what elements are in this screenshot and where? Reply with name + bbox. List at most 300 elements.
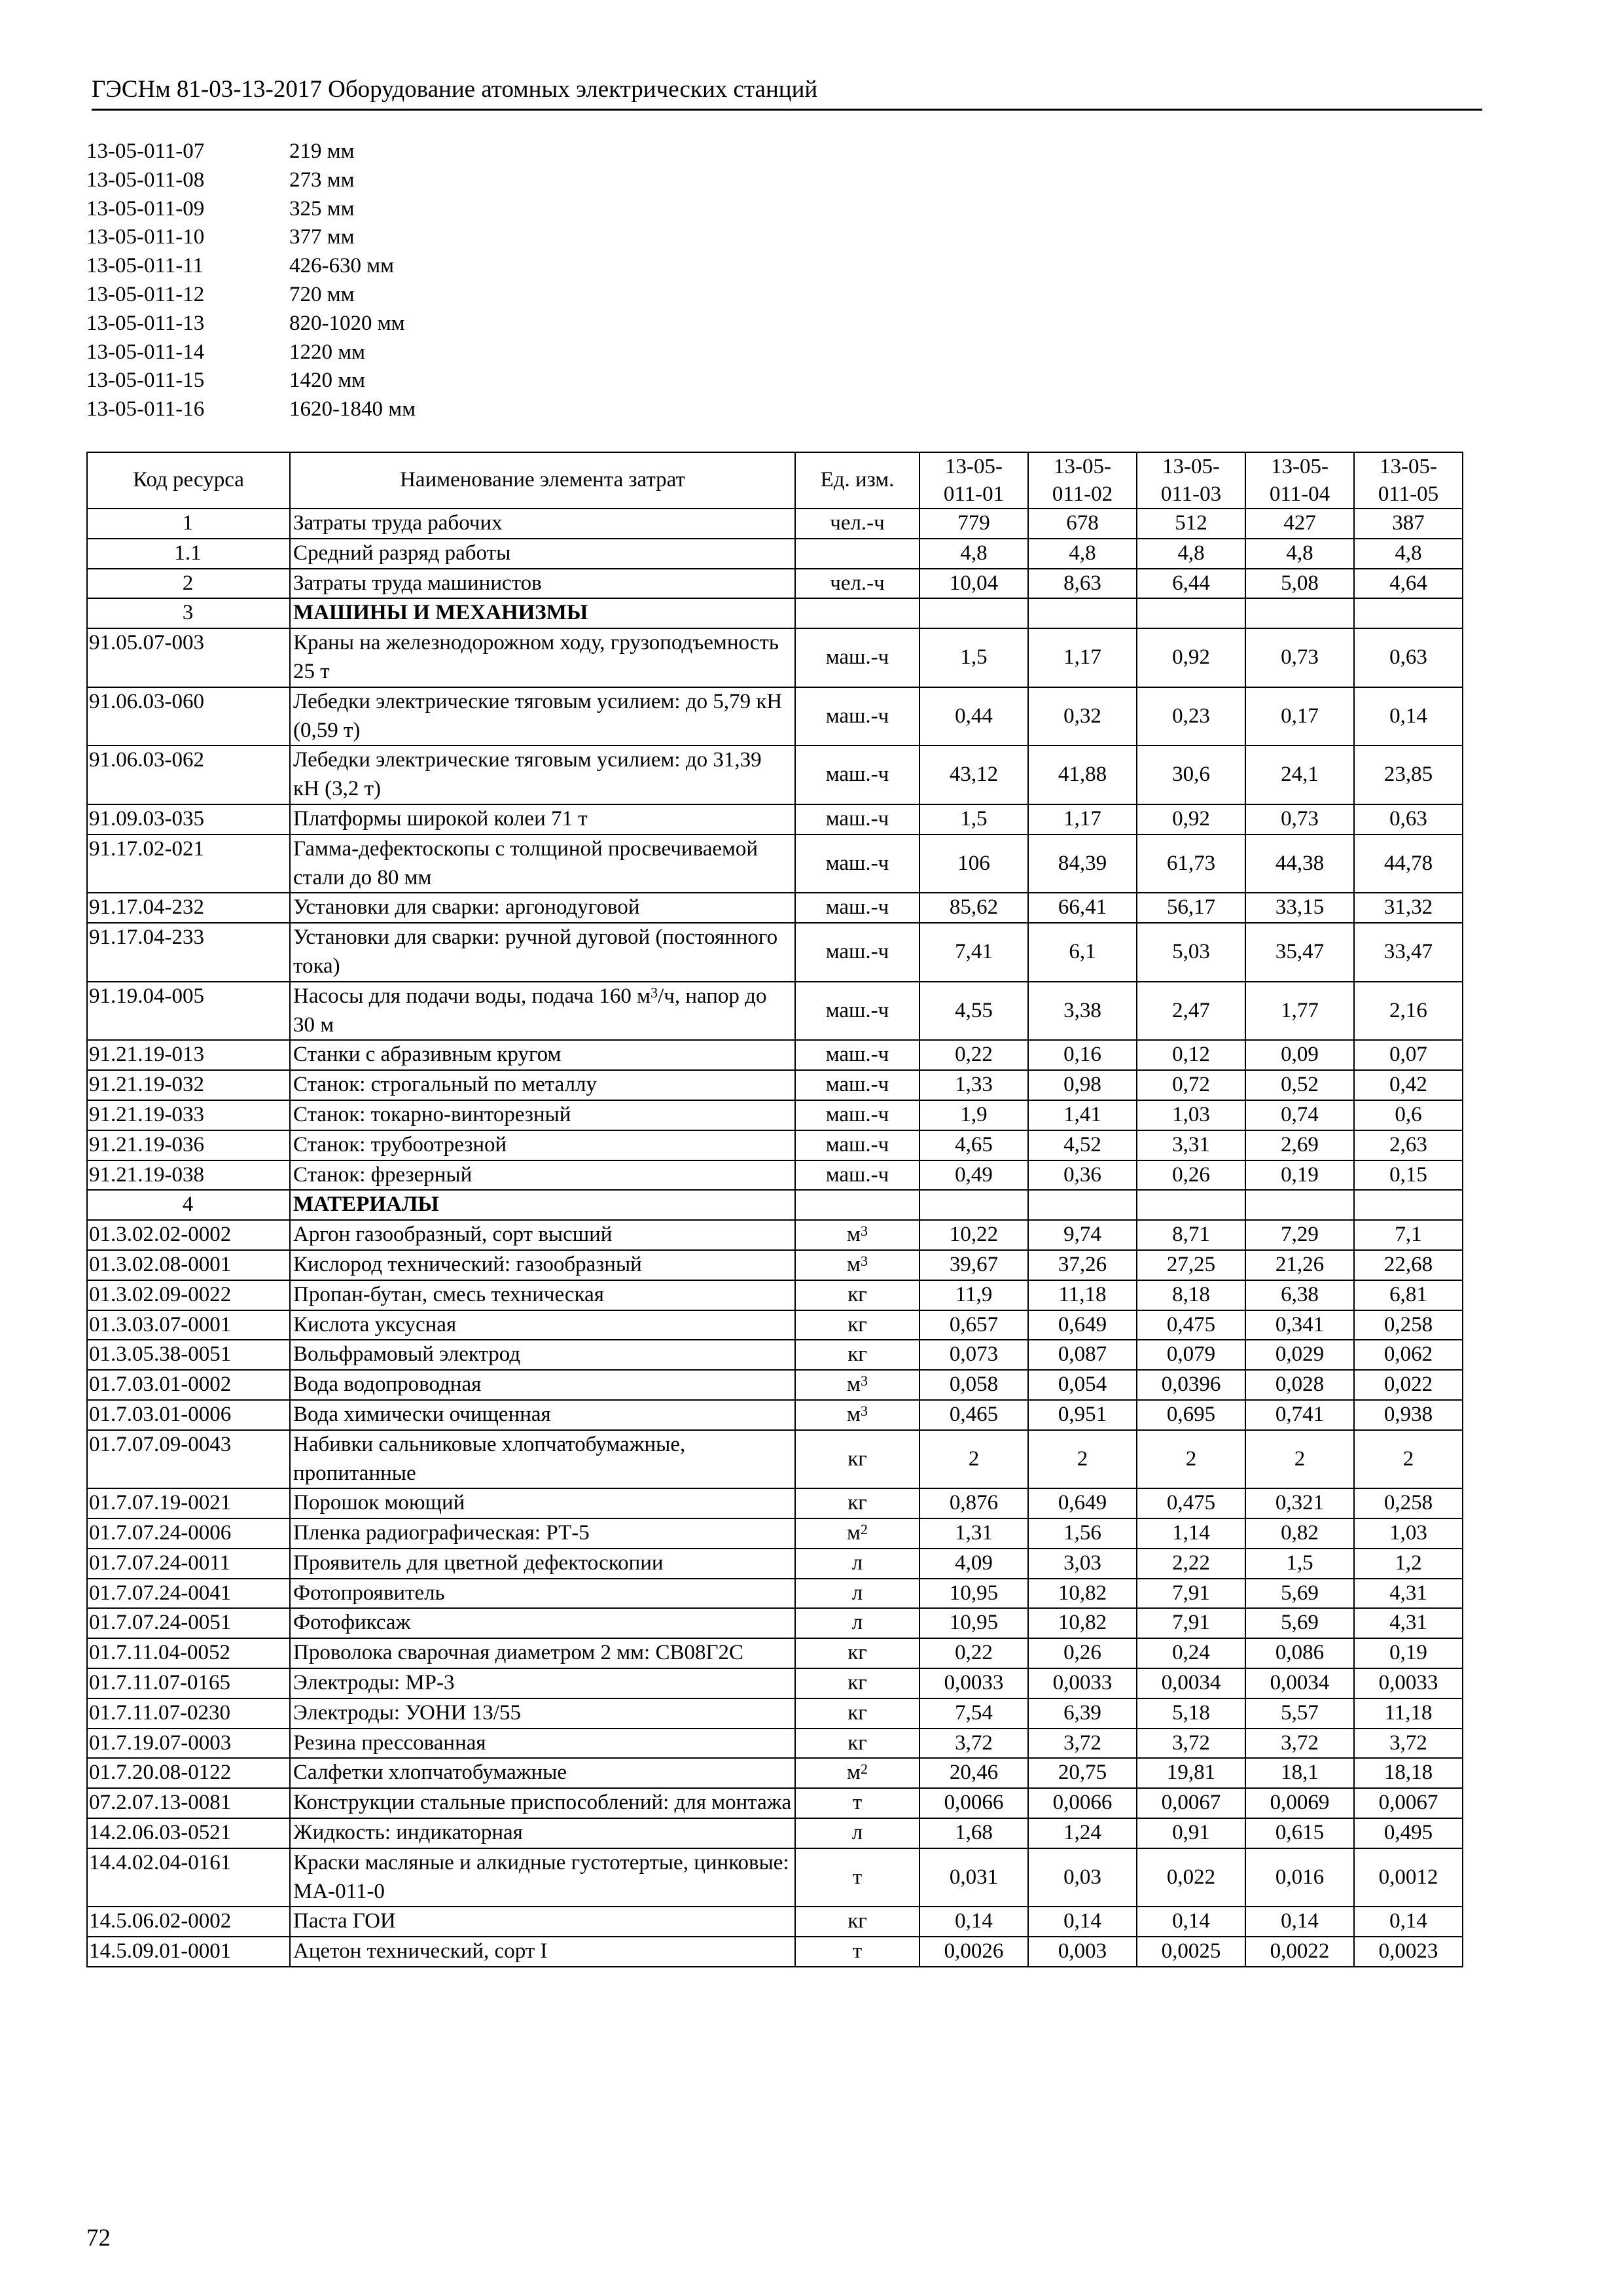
header-col-3: 13-05- 011-03: [1137, 452, 1245, 509]
cell-resource-code: 14.5.06.02-0002: [87, 1907, 290, 1937]
header-code: Код ресурса: [87, 452, 290, 509]
table-row: [87, 893, 1463, 923]
cell-value-col-3: 2,47: [1137, 982, 1245, 1041]
table-row: [87, 834, 1463, 893]
cell-unit: маш.-ч: [795, 628, 919, 687]
table-row: [87, 1130, 1463, 1160]
cell-value-col-1: 43,12: [919, 745, 1028, 804]
cell-resource-name: Станок: трубоотрезной: [290, 1130, 795, 1160]
cell-value-col-5: 1,2: [1354, 1549, 1463, 1579]
cell-value-col-3: 5,03: [1137, 923, 1245, 982]
code-list-value: 1420 мм: [289, 368, 366, 393]
cell-resource-name: Платформы широкой колеи 71 т: [290, 804, 795, 834]
table-row: [87, 1758, 1463, 1788]
cell-value-col-2: 0,36: [1028, 1160, 1137, 1191]
table-row: [87, 509, 1463, 539]
cell-value-col-5: 1,03: [1354, 1518, 1463, 1549]
cell-value-col-5: 0,258: [1354, 1488, 1463, 1518]
table-row: [87, 1518, 1463, 1549]
cell-value-col-3: 0,91: [1137, 1818, 1245, 1848]
cell-unit: кг: [795, 1340, 919, 1370]
cell-value-col-1: 1,5: [919, 804, 1028, 834]
cell-value-col-2: 66,41: [1028, 893, 1137, 923]
table-row: [87, 1818, 1463, 1848]
table-row: [87, 804, 1463, 834]
code-list-code: 13-05-011-14: [86, 340, 205, 364]
table-row: [87, 745, 1463, 804]
cell-value-col-3: 0,24: [1137, 1638, 1245, 1668]
cell-value-col-4: 35,47: [1245, 923, 1354, 982]
cell-resource-name: Станки с абразивным кругом: [290, 1040, 795, 1070]
cell-unit: т: [795, 1937, 919, 1967]
cell-value-col-4: 6,38: [1245, 1280, 1354, 1310]
cell-value-col-3: 19,81: [1137, 1758, 1245, 1788]
cell-value-col-3: 0,022: [1137, 1848, 1245, 1907]
cell-value-col-1: 0,22: [919, 1040, 1028, 1070]
cell-unit: л: [795, 1608, 919, 1638]
cell-value-col-1: [919, 598, 1028, 628]
code-list-value: 273 мм: [289, 168, 355, 192]
cell-value-col-5: 6,81: [1354, 1280, 1463, 1310]
cell-value-col-5: 0,0033: [1354, 1668, 1463, 1698]
cell-unit: маш.-ч: [795, 1040, 919, 1070]
cell-value-col-2: 0,649: [1028, 1488, 1137, 1518]
cell-resource-name: Жидкость: индикаторная: [290, 1818, 795, 1848]
header-col-1: 13-05- 011-01: [919, 452, 1028, 509]
cell-value-col-1: 0,0033: [919, 1668, 1028, 1698]
cell-value-col-3: 7,91: [1137, 1608, 1245, 1638]
code-list-value: 820-1020 мм: [289, 311, 405, 335]
cell-resource-code: 01.3.02.08-0001: [87, 1250, 290, 1280]
table-row: [87, 1400, 1463, 1430]
cell-value-col-1: 0,031: [919, 1848, 1028, 1907]
cell-value-col-5: 4,64: [1354, 569, 1463, 599]
cell-value-col-4: 5,57: [1245, 1698, 1354, 1729]
cell-value-col-3: 5,18: [1137, 1698, 1245, 1729]
cell-value-col-4: 1,5: [1245, 1549, 1354, 1579]
cell-value-col-4: 0,086: [1245, 1638, 1354, 1668]
code-list-value: 1220 мм: [289, 340, 366, 364]
cell-value-col-2: 0,14: [1028, 1907, 1137, 1937]
cell-value-col-5: 0,63: [1354, 628, 1463, 687]
cell-unit: $м^3$: [795, 1250, 919, 1280]
cell-unit: кг: [795, 1280, 919, 1310]
table-row: [87, 1250, 1463, 1280]
cell-resource-name: Резина прессованная: [290, 1729, 795, 1759]
cell-value-col-5: 3,72: [1354, 1729, 1463, 1759]
cell-value-col-5: 0,0067: [1354, 1788, 1463, 1818]
cell-value-col-3: 8,18: [1137, 1280, 1245, 1310]
code-list-value: 377 мм: [289, 225, 355, 249]
cell-value-col-2: 0,951: [1028, 1400, 1137, 1430]
cell-value-col-1: 20,46: [919, 1758, 1028, 1788]
cell-value-col-4: 1,77: [1245, 982, 1354, 1041]
table-row: [87, 1310, 1463, 1340]
cell-resource-code: 91.17.04-233: [87, 923, 290, 982]
cell-value-col-1: 4,65: [919, 1130, 1028, 1160]
cell-resource-name: Фотофиксаж: [290, 1608, 795, 1638]
cell-resource-code: 1: [87, 509, 290, 539]
cell-value-col-1: 7,41: [919, 923, 1028, 982]
cell-resource-code: 01.7.07.24-0006: [87, 1518, 290, 1549]
cell-value-col-1: 39,67: [919, 1250, 1028, 1280]
cell-unit: т: [795, 1788, 919, 1818]
cell-value-col-5: 31,32: [1354, 893, 1463, 923]
cell-value-col-4: 5,08: [1245, 569, 1354, 599]
cell-value-col-3: [1137, 1190, 1245, 1220]
cell-value-col-1: 0,44: [919, 687, 1028, 746]
cell-value-col-1: 0,22: [919, 1638, 1028, 1668]
cell-unit: маш.-ч: [795, 687, 919, 746]
cell-value-col-2: 84,39: [1028, 834, 1137, 893]
cell-value-col-2: 37,26: [1028, 1250, 1137, 1280]
cell-value-col-1: 4,09: [919, 1549, 1028, 1579]
cell-resource-name: Краски масляные и алкидные густотертые, цинковые: МА-011-0: [290, 1848, 795, 1907]
cell-value-col-5: 4,8: [1354, 539, 1463, 569]
cell-value-col-4: 0,0022: [1245, 1937, 1354, 1967]
table-row: [87, 1100, 1463, 1130]
cell-value-col-1: 1,68: [919, 1818, 1028, 1848]
cell-value-col-4: 5,69: [1245, 1579, 1354, 1609]
cell-value-col-1: 0,073: [919, 1340, 1028, 1370]
cell-value-col-2: 0,98: [1028, 1070, 1137, 1100]
cell-resource-name: Электроды: УОНИ 13/55: [290, 1698, 795, 1729]
cell-value-col-2: 0,03: [1028, 1848, 1137, 1907]
code-list-code: 13-05-011-13: [86, 311, 205, 335]
code-list-item: [86, 195, 416, 224]
cell-value-col-3: 0,92: [1137, 628, 1245, 687]
cell-value-col-4: 0,615: [1245, 1818, 1354, 1848]
cell-value-col-4: 21,26: [1245, 1250, 1354, 1280]
cell-value-col-1: 0,657: [919, 1310, 1028, 1340]
cell-value-col-2: 1,17: [1028, 628, 1137, 687]
cell-value-col-4: 7,29: [1245, 1220, 1354, 1250]
cell-value-col-5: [1354, 598, 1463, 628]
code-list-item: [86, 395, 416, 424]
cell-unit: маш.-ч: [795, 1100, 919, 1130]
cell-resource-code: 91.21.19-038: [87, 1160, 290, 1191]
cell-resource-code: 91.17.04-232: [87, 893, 290, 923]
cell-resource-name: Порошок моющий: [290, 1488, 795, 1518]
cell-value-col-1: [919, 1190, 1028, 1220]
cell-value-col-1: 10,22: [919, 1220, 1028, 1250]
cell-resource-name: Аргон газообразный, сорт высший: [290, 1220, 795, 1250]
cell-value-col-2: 1,17: [1028, 804, 1137, 834]
cell-resource-name: МАТЕРИАЛЫ: [290, 1190, 795, 1220]
table-row: [87, 1788, 1463, 1818]
cell-value-col-2: 11,18: [1028, 1280, 1137, 1310]
table-row: [87, 1907, 1463, 1937]
cell-unit: маш.-ч: [795, 982, 919, 1041]
cell-value-col-3: 0,0034: [1137, 1668, 1245, 1698]
cell-value-col-3: 0,475: [1137, 1310, 1245, 1340]
cell-value-col-4: [1245, 598, 1354, 628]
cell-value-col-4: 0,82: [1245, 1518, 1354, 1549]
cell-unit: л: [795, 1549, 919, 1579]
cell-value-col-1: 2: [919, 1430, 1028, 1489]
cell-resource-name: Фотопроявитель: [290, 1579, 795, 1609]
cell-value-col-3: 0,14: [1137, 1907, 1245, 1937]
cell-value-col-3: 0,0025: [1137, 1937, 1245, 1967]
page-number: 72: [86, 2225, 111, 2251]
cell-resource-name: Вода химически очищенная: [290, 1400, 795, 1430]
cell-resource-name: Пленка радиографическая: РТ-5: [290, 1518, 795, 1549]
code-list-code: 13-05-011-15: [86, 368, 205, 393]
cell-value-col-1: 3,72: [919, 1729, 1028, 1759]
code-list-value: 426-630 мм: [289, 254, 395, 278]
cell-resource-name: Затраты труда машинистов: [290, 569, 795, 599]
cell-value-col-4: 0,73: [1245, 804, 1354, 834]
cell-value-col-5: 0,19: [1354, 1638, 1463, 1668]
cell-resource-code: 01.7.07.24-0041: [87, 1579, 290, 1609]
cell-value-col-5: 0,42: [1354, 1070, 1463, 1100]
cell-unit: маш.-ч: [795, 745, 919, 804]
code-list-code: 13-05-011-12: [86, 282, 205, 306]
cell-resource-code: 2: [87, 569, 290, 599]
cell-value-col-3: 30,6: [1137, 745, 1245, 804]
cell-value-col-2: 10,82: [1028, 1579, 1137, 1609]
cell-value-col-5: 0,0023: [1354, 1937, 1463, 1967]
table-row: [87, 1488, 1463, 1518]
cell-resource-code: 14.4.02.04-0161: [87, 1848, 290, 1907]
cell-value-col-5: 23,85: [1354, 745, 1463, 804]
cell-value-col-3: 8,71: [1137, 1220, 1245, 1250]
table-row: [87, 1937, 1463, 1967]
table-row: [87, 1729, 1463, 1759]
document-header-title: ГЭСНм 81-03-13-2017 Оборудование атомных электрических станций: [92, 76, 818, 103]
cell-value-col-3: 512: [1137, 509, 1245, 539]
cell-value-col-3: 2: [1137, 1430, 1245, 1489]
cell-value-col-4: [1245, 1190, 1354, 1220]
cell-value-col-1: 10,04: [919, 569, 1028, 599]
cell-value-col-5: 0,15: [1354, 1160, 1463, 1191]
cell-value-col-2: 0,649: [1028, 1310, 1137, 1340]
cell-value-col-1: 1,5: [919, 628, 1028, 687]
cell-value-col-4: 2: [1245, 1430, 1354, 1489]
cell-value-col-3: 0,0067: [1137, 1788, 1245, 1818]
cell-resource-name: Станок: строгальный по металлу: [290, 1070, 795, 1100]
cell-unit: кг: [795, 1729, 919, 1759]
cell-unit: $м^3$: [795, 1370, 919, 1400]
cell-value-col-2: 3,38: [1028, 982, 1137, 1041]
cell-value-col-1: 1,33: [919, 1070, 1028, 1100]
cell-unit: кг: [795, 1668, 919, 1698]
cell-resource-code: 91.09.03-035: [87, 804, 290, 834]
cell-value-col-3: 0,72: [1137, 1070, 1245, 1100]
cell-unit: кг: [795, 1310, 919, 1340]
cell-value-col-2: 4,52: [1028, 1130, 1137, 1160]
cell-resource-code: 01.3.02.09-0022: [87, 1280, 290, 1310]
table-row: [87, 1668, 1463, 1698]
resource-cost-table: [86, 452, 1463, 1967]
cell-value-col-1: 0,0066: [919, 1788, 1028, 1818]
cell-resource-code: 91.21.19-032: [87, 1070, 290, 1100]
table-row: [87, 1848, 1463, 1907]
cell-resource-name: Вольфрамовый электрод: [290, 1340, 795, 1370]
cell-unit: [795, 539, 919, 569]
cell-value-col-4: 0,14: [1245, 1907, 1354, 1937]
cell-resource-name: Лебедки электрические тяговым усилием: до 5,79 кН (0,59 т): [290, 687, 795, 746]
cell-unit: $м^2$: [795, 1518, 919, 1549]
table-header-row: [87, 452, 1463, 509]
cell-unit: т: [795, 1848, 919, 1907]
cell-unit: л: [795, 1818, 919, 1848]
table-row: [87, 1608, 1463, 1638]
cell-value-col-5: 0,14: [1354, 687, 1463, 746]
code-list-code: 13-05-011-09: [86, 196, 205, 221]
code-list-code: 13-05-011-07: [86, 139, 205, 163]
cell-value-col-5: 0,63: [1354, 804, 1463, 834]
cell-resource-name: Вода водопроводная: [290, 1370, 795, 1400]
cell-value-col-3: 56,17: [1137, 893, 1245, 923]
cell-value-col-4: 3,72: [1245, 1729, 1354, 1759]
cell-unit: маш.-ч: [795, 923, 919, 982]
cell-resource-code: 01.7.03.01-0002: [87, 1370, 290, 1400]
cell-resource-name: Кислота уксусная: [290, 1310, 795, 1340]
code-list-code: 13-05-011-16: [86, 397, 205, 422]
cell-value-col-4: 0,016: [1245, 1848, 1354, 1907]
header-unit: Ед. изм.: [795, 452, 919, 509]
table-row: [87, 1280, 1463, 1310]
cell-resource-code: 01.7.07.24-0051: [87, 1608, 290, 1638]
cell-value-col-3: 1,14: [1137, 1518, 1245, 1549]
cell-value-col-3: 0,475: [1137, 1488, 1245, 1518]
cell-value-col-4: 33,15: [1245, 893, 1354, 923]
cell-value-col-3: 0,12: [1137, 1040, 1245, 1070]
cell-value-col-5: 0,022: [1354, 1370, 1463, 1400]
cell-value-col-4: 0,09: [1245, 1040, 1354, 1070]
table-row: [87, 1579, 1463, 1609]
cell-resource-code: 14.5.09.01-0001: [87, 1937, 290, 1967]
cell-unit: $м^3$: [795, 1400, 919, 1430]
cell-resource-name: Лебедки электрические тяговым усилием: до 31,39 кН (3,2 т): [290, 745, 795, 804]
cell-unit: маш.-ч: [795, 893, 919, 923]
table-row: [87, 1370, 1463, 1400]
table-row: [87, 1220, 1463, 1250]
code-list-code: 13-05-011-08: [86, 168, 205, 192]
cell-unit: $м^2$: [795, 1758, 919, 1788]
cell-value-col-2: 8,63: [1028, 569, 1137, 599]
cell-value-col-5: 2,63: [1354, 1130, 1463, 1160]
cell-value-col-2: 0,003: [1028, 1937, 1137, 1967]
table-row: [87, 1698, 1463, 1729]
cell-resource-code: 1.1: [87, 539, 290, 569]
cell-value-col-3: 2,22: [1137, 1549, 1245, 1579]
table-row: [87, 1549, 1463, 1579]
code-list-value: 325 мм: [289, 196, 355, 221]
cell-resource-name: Проволока сварочная диаметром 2 мм: СВ08Г2С: [290, 1638, 795, 1668]
cell-value-col-3: 0,23: [1137, 687, 1245, 746]
table-row: [87, 1160, 1463, 1191]
cell-value-col-4: 44,38: [1245, 834, 1354, 893]
cell-resource-code: 01.7.07.24-0011: [87, 1549, 290, 1579]
cell-resource-name: Набивки сальниковые хлопчатобумажные, пропитанные: [290, 1430, 795, 1489]
table-row: [87, 1340, 1463, 1370]
cell-value-col-1: 4,8: [919, 539, 1028, 569]
cell-resource-code: 91.06.03-062: [87, 745, 290, 804]
cell-resource-code: 01.7.19.07-0003: [87, 1729, 290, 1759]
cell-unit: кг: [795, 1488, 919, 1518]
cell-resource-name: Насосы для подачи воды, подача 160 $м^3/ч$, напор до 30 м: [290, 982, 795, 1041]
cell-value-col-4: 0,19: [1245, 1160, 1354, 1191]
cell-value-col-3: 0,0396: [1137, 1370, 1245, 1400]
cell-resource-name: Конструкции стальные приспособлений: для монтажа: [290, 1788, 795, 1818]
cell-value-col-5: 2: [1354, 1430, 1463, 1489]
cell-value-col-1: 779: [919, 509, 1028, 539]
cell-unit: маш.-ч: [795, 1160, 919, 1191]
cell-resource-code: 07.2.07.13-0081: [87, 1788, 290, 1818]
cell-unit: [795, 1190, 919, 1220]
cell-resource-code: 14.2.06.03-0521: [87, 1818, 290, 1848]
cell-value-col-2: 20,75: [1028, 1758, 1137, 1788]
cell-resource-name: Краны на железнодорожном ходу, грузоподъемность 25 т: [290, 628, 795, 687]
cell-unit: чел.-ч: [795, 569, 919, 599]
cell-unit: кг: [795, 1907, 919, 1937]
cell-value-col-4: 0,0034: [1245, 1668, 1354, 1698]
code-list: [86, 137, 416, 424]
cell-value-col-1: 0,465: [919, 1400, 1028, 1430]
cell-resource-name: Салфетки хлопчатобумажные: [290, 1758, 795, 1788]
cell-resource-name: Станок: фрезерный: [290, 1160, 795, 1191]
cell-value-col-2: 1,24: [1028, 1818, 1137, 1848]
cell-resource-name: Установки для сварки: аргонодуговой: [290, 893, 795, 923]
cell-value-col-1: 10,95: [919, 1608, 1028, 1638]
cell-value-col-3: 1,03: [1137, 1100, 1245, 1130]
cell-value-col-4: 427: [1245, 509, 1354, 539]
code-list-value: 1620-1840 мм: [289, 397, 416, 422]
cell-value-col-2: 0,087: [1028, 1340, 1137, 1370]
cell-value-col-4: 0,0069: [1245, 1788, 1354, 1818]
cell-value-col-4: 0,52: [1245, 1070, 1354, 1100]
cell-value-col-1: 0,49: [919, 1160, 1028, 1191]
cell-resource-name: Пропан-бутан, смесь техническая: [290, 1280, 795, 1310]
cell-unit: [795, 598, 919, 628]
code-list-item: [86, 166, 416, 195]
cell-value-col-3: 6,44: [1137, 569, 1245, 599]
code-list-code: 13-05-011-11: [86, 254, 204, 278]
cell-resource-code: 01.7.07.19-0021: [87, 1488, 290, 1518]
cell-value-col-4: 0,17: [1245, 687, 1354, 746]
cell-value-col-2: 41,88: [1028, 745, 1137, 804]
cell-value-col-4: 5,69: [1245, 1608, 1354, 1638]
cell-value-col-3: 61,73: [1137, 834, 1245, 893]
cell-value-col-2: 678: [1028, 509, 1137, 539]
cell-value-col-3: 4,8: [1137, 539, 1245, 569]
cell-value-col-5: 4,31: [1354, 1579, 1463, 1609]
code-list-item: [86, 252, 416, 281]
cell-value-col-4: 0,341: [1245, 1310, 1354, 1340]
cell-value-col-2: 0,26: [1028, 1638, 1137, 1668]
cell-value-col-3: 0,079: [1137, 1340, 1245, 1370]
table-row: [87, 1430, 1463, 1489]
cell-value-col-5: 18,18: [1354, 1758, 1463, 1788]
cell-value-col-5: 11,18: [1354, 1698, 1463, 1729]
table-row: [87, 923, 1463, 982]
cell-value-col-4: 18,1: [1245, 1758, 1354, 1788]
table-row: [87, 687, 1463, 746]
cell-resource-name: Установки для сварки: ручной дуговой (постоянного тока): [290, 923, 795, 982]
cell-value-col-5: 44,78: [1354, 834, 1463, 893]
cell-resource-code: 91.21.19-033: [87, 1100, 290, 1130]
cell-value-col-5: [1354, 1190, 1463, 1220]
cell-value-col-2: 3,03: [1028, 1549, 1137, 1579]
cell-resource-code: 91.05.07-003: [87, 628, 290, 687]
cell-unit: кг: [795, 1698, 919, 1729]
code-list-item: [86, 223, 416, 252]
cell-value-col-2: 10,82: [1028, 1608, 1137, 1638]
cell-value-col-1: 11,9: [919, 1280, 1028, 1310]
header-divider: [92, 109, 1482, 111]
